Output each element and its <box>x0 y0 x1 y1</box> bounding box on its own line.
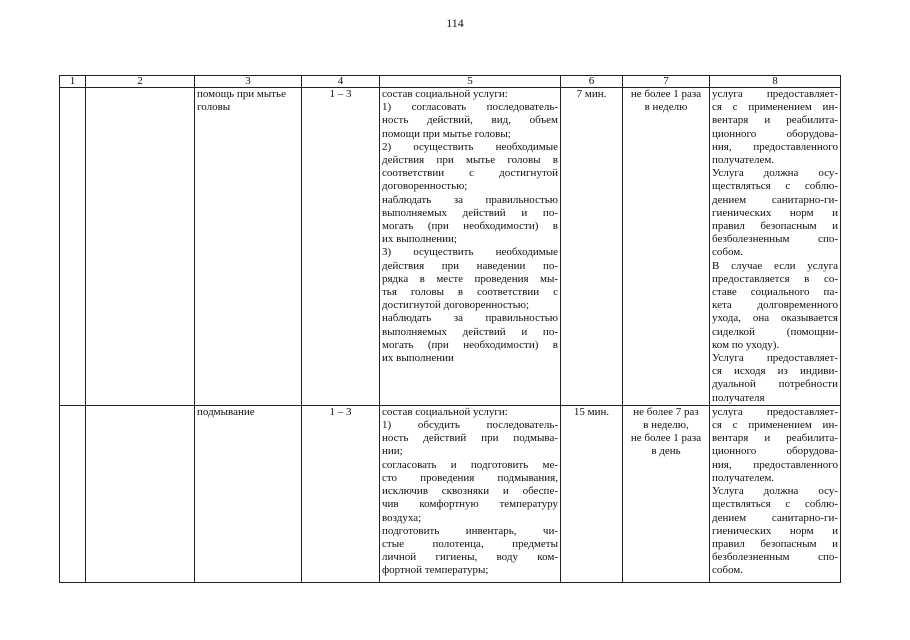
cell-line: Услуга должна осу- <box>712 167 838 180</box>
cell-line: дением санитарно-ги- <box>712 511 838 524</box>
cell-line: ционного оборудова- <box>712 127 838 140</box>
cell-line: 1) согласовать последователь- <box>382 101 558 114</box>
cell-line: действия при наведении по- <box>382 259 558 272</box>
cell-line: услуга предоставляет- <box>712 88 838 100</box>
table-row <box>60 405 841 582</box>
column-header: 4 <box>302 76 380 88</box>
cell-line: правил безопасным и <box>712 537 838 550</box>
cell-line: вентаря и реабилита- <box>712 432 838 445</box>
cell-line: 2) осуществить необходимые <box>382 140 558 153</box>
table-row <box>60 88 841 406</box>
cell-line: ся с применением ин- <box>712 419 838 432</box>
column-header: 7 <box>623 76 710 88</box>
cell-line: воздуха; <box>382 511 422 524</box>
cell-line: достигнутой договоренностью; <box>382 299 530 312</box>
cell-line: помощи при мытье головы; <box>382 127 511 140</box>
duration-cell: 15 мин. <box>561 405 623 582</box>
cell-line: в день <box>651 445 681 458</box>
cell-line: ставе социального па- <box>712 286 838 299</box>
cell-line: состав социальной услуги: <box>382 88 508 100</box>
cell-line: чив комфортную температуру <box>382 498 558 511</box>
page-number: 114 <box>446 16 464 30</box>
cell-line: ционного оборудова- <box>712 445 838 458</box>
cell-line: собом. <box>712 564 743 577</box>
service-content-cell <box>380 405 561 582</box>
cell-line: личной гигиены, воду ком- <box>382 551 558 564</box>
cell-line: в неделю, <box>643 419 689 432</box>
column-header: 1 <box>60 76 86 88</box>
cell-line: гиенических норм и <box>712 524 838 537</box>
cell-line: ния, предоставленного <box>712 458 838 471</box>
cell-line: услуга предоставляет- <box>712 405 838 418</box>
cell-line: ность действий, вид, объем <box>382 114 558 127</box>
cell-line: соответствии с достигнутой <box>382 167 558 180</box>
cell-line: наблюдать за правильностью <box>382 312 558 325</box>
periodicity-cell: 1 – 3 <box>302 88 380 406</box>
frequency-cell <box>623 88 710 406</box>
cell-line: кета долговременного <box>712 299 838 312</box>
cell-line: не более 1 раза <box>630 432 702 445</box>
periodicity-cell: 1 – 3 <box>302 405 380 582</box>
cell-line: подготовить инвентарь, чи- <box>382 524 558 537</box>
cell-line: состав социальной услуги: <box>382 405 508 418</box>
frequency-cell <box>623 405 710 582</box>
cell-line: нии; <box>382 445 403 458</box>
cell-line: фортной температуры; <box>382 564 489 577</box>
cell-line: В случае если услуга <box>712 259 838 272</box>
cell-line: наблюдать за правильностью <box>382 193 558 206</box>
cell-line: тья головы в соответствии с <box>382 286 558 299</box>
cell-line: не более 1 раза <box>630 88 702 100</box>
column-header: 2 <box>86 76 195 88</box>
column-header: 3 <box>195 76 302 88</box>
cell-line: ществляться с соблю- <box>712 498 838 511</box>
cell-line: ния, предоставленного <box>712 140 838 153</box>
column-header: 6 <box>561 76 623 88</box>
row-group-cell <box>86 88 195 406</box>
service-name-cell: помощь при мытье головы <box>195 88 302 406</box>
cell-line: ществляться с соблю- <box>712 180 838 193</box>
cell-line: могать (при необходимости) в <box>382 220 558 233</box>
service-name-cell: подмывание <box>195 405 302 582</box>
cell-line: получателя <box>712 391 765 404</box>
cell-line: договоренностью; <box>382 180 468 193</box>
cell-line: Услуга предоставляет- <box>712 352 838 365</box>
cell-line: правил безопасным и <box>712 220 838 233</box>
cell-line: дением санитарно-ги- <box>712 193 838 206</box>
cell-line: безболезненным спо- <box>712 551 838 564</box>
duration-cell: 7 мин. <box>561 88 623 406</box>
cell-line: не более 7 раз <box>633 405 699 418</box>
conditions-cell <box>710 405 841 582</box>
service-table <box>59 75 841 583</box>
cell-line: вентаря и реабилита- <box>712 114 838 127</box>
cell-line: ность действий при подмыва- <box>382 432 558 445</box>
row-index-cell <box>60 405 86 582</box>
column-header: 5 <box>380 76 561 88</box>
cell-line: в неделю <box>644 101 688 114</box>
cell-line: получателем. <box>712 154 775 167</box>
cell-line: их выполнении <box>382 352 454 365</box>
cell-line: действия при мытье головы в <box>382 154 558 167</box>
row-index-cell <box>60 88 86 406</box>
cell-line: выполняемых действий и по- <box>382 206 558 219</box>
cell-line: получателем. <box>712 471 775 484</box>
cell-line: 1) обсудить последователь- <box>382 419 558 432</box>
cell-line: Услуга должна осу- <box>712 485 838 498</box>
cell-line: могать (при необходимости) в <box>382 338 558 351</box>
service-content-cell <box>380 88 561 406</box>
cell-line: ся исходя из индиви- <box>712 365 838 378</box>
cell-line: дуальной потребности <box>712 378 838 391</box>
cell-line: гиенических норм и <box>712 206 838 219</box>
cell-line: выполняемых действий и по- <box>382 325 558 338</box>
conditions-cell <box>710 88 841 406</box>
column-header-row <box>60 76 841 88</box>
row-group-cell <box>86 405 195 582</box>
cell-line: безболезненным спо- <box>712 233 838 246</box>
cell-line: сто проведения подмывания, <box>382 471 558 484</box>
cell-line: предоставляется в со- <box>712 272 838 285</box>
cell-line: ухода, она оказывается <box>712 312 838 325</box>
cell-line: ком по уходу). <box>712 338 780 351</box>
cell-line: их выполнении; <box>382 233 457 246</box>
cell-line: стые полотенца, предметы <box>382 537 558 550</box>
cell-line: исключив сквозняки и обеспе- <box>382 485 558 498</box>
cell-line: ся с применением ин- <box>712 101 838 114</box>
cell-line: собом. <box>712 246 743 259</box>
column-header: 8 <box>710 76 841 88</box>
cell-line: 3) осуществить необходимые <box>382 246 558 259</box>
cell-line: сиделкой (помощни- <box>712 325 838 338</box>
cell-line: рядка в месте проведения мы- <box>382 272 558 285</box>
cell-line: согласовать и подготовить ме- <box>382 458 558 471</box>
